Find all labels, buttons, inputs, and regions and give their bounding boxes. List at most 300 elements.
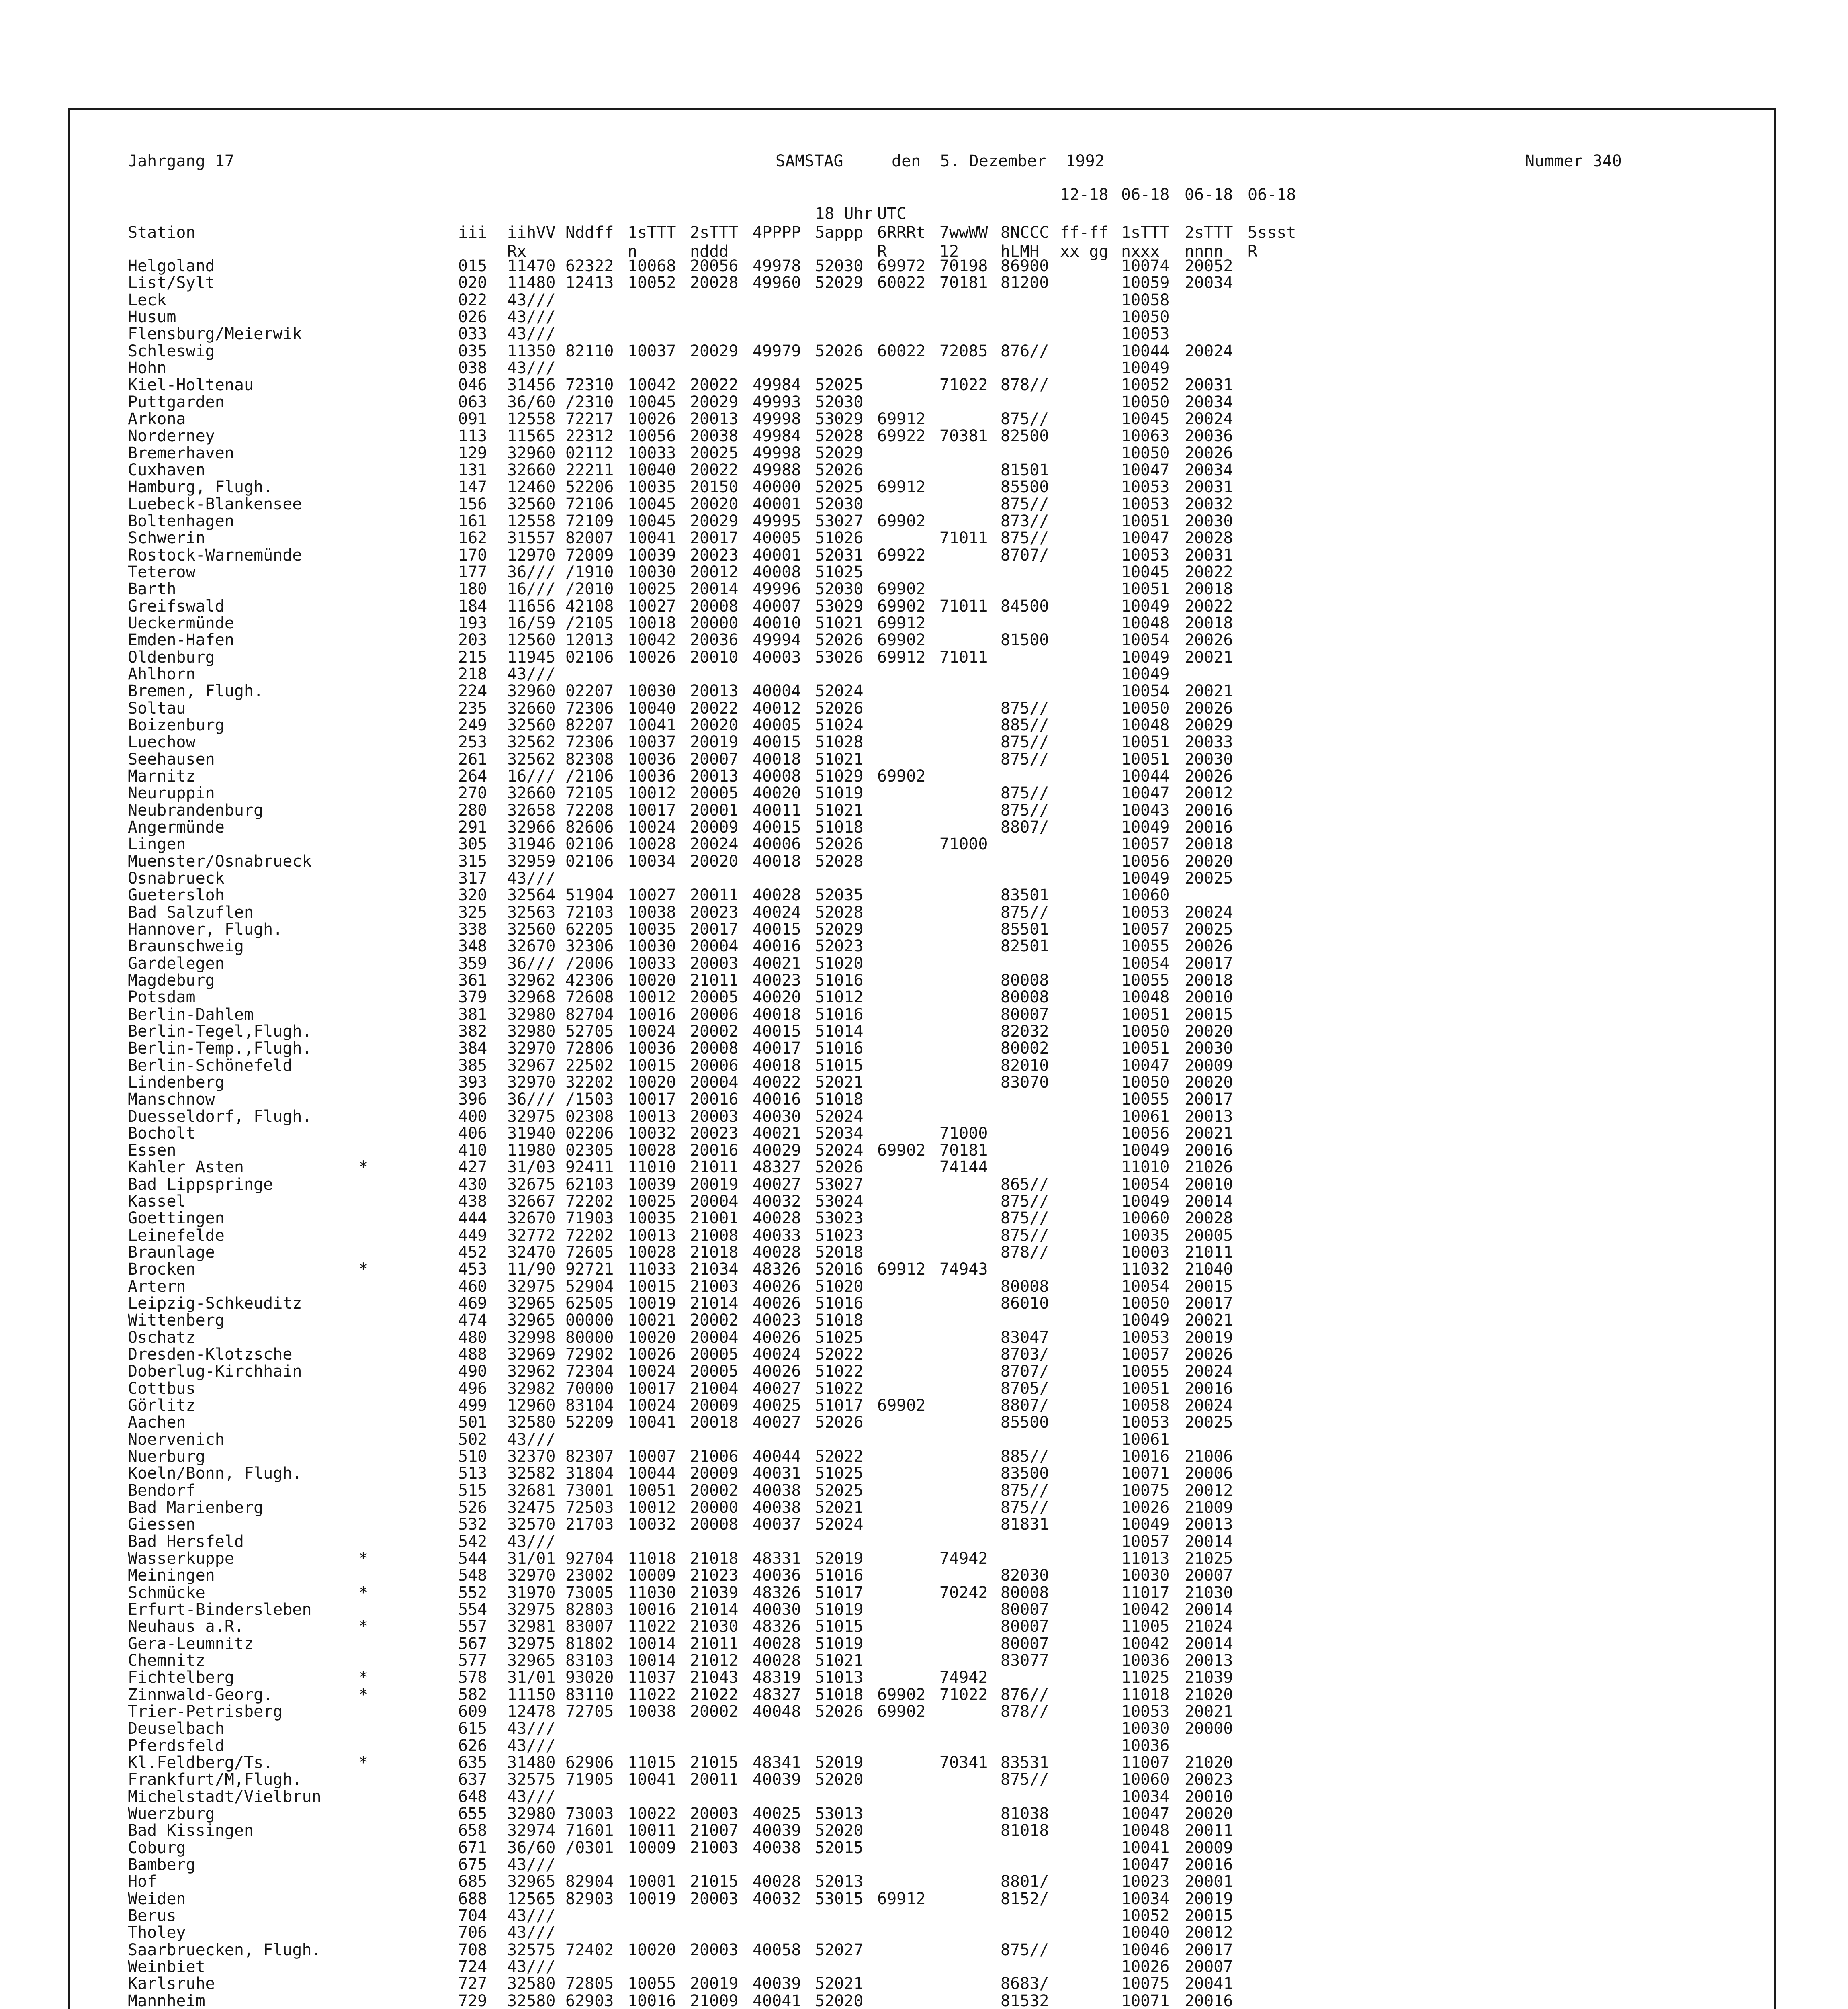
cell-2sttt-06-18: 20016 [1185,801,1233,820]
cell-5appp: 51019 [815,1600,864,1619]
cell-iihvv: 32982 [507,1379,556,1398]
cell-iihvv: 32962 [507,1362,556,1381]
cell-4pppp: 40015 [753,733,801,752]
cell-iii: 637 [458,1770,487,1789]
cell-4pppp: 40006 [753,835,801,854]
cell-nddff: 72106 [565,495,614,514]
column-header-4pppp: 4PPPP [753,223,801,242]
cell-5appp: 51022 [815,1362,864,1381]
cell-1sttt: 10012 [628,784,676,803]
cell-2sttt: 20005 [690,784,739,803]
cell-8nccc: 8705/ [1001,1379,1049,1398]
station-name: Hohn [128,358,167,377]
cell-1sttt-06-18: 10075 [1121,1481,1170,1500]
cell-iii: 577 [458,1651,487,1670]
cell-iii: 704 [458,1907,487,1925]
cell-1sttt: 10039 [628,1175,676,1194]
cell-iihvv: 31/01 [507,1668,556,1687]
cell-nddff: 93020 [565,1668,614,1687]
station-name: Boizenburg [128,716,225,734]
cell-iii: 400 [458,1107,487,1126]
cell-1sttt: 10026 [628,409,676,428]
cell-4pppp: 40028 [753,1634,801,1653]
cell-iii: 215 [458,648,487,667]
cell-2sttt-06-18: 20012 [1185,1923,1233,1942]
cell-1sttt-06-18: 10049 [1121,1141,1170,1160]
cell-iihvv: 32980 [507,1804,556,1823]
cell-1sttt: 10028 [628,1141,676,1160]
cell-iihvv: 16/59 [507,614,556,632]
cell-2sttt-06-18: 20021 [1185,1702,1233,1721]
cell-5appp: 51021 [815,614,864,632]
cell-1sttt-06-18: 10071 [1121,1464,1170,1483]
cell-iii: 063 [458,393,487,411]
cell-1sttt-06-18: 10034 [1121,1889,1170,1908]
cell-1sttt-06-18: 10063 [1121,427,1170,446]
cell-nddff: 72217 [565,409,614,428]
cell-5appp: 51016 [815,1566,864,1585]
cell-iii: 396 [458,1090,487,1109]
cell-2sttt: 21011 [690,1158,739,1177]
cell-1sttt-06-18: 11013 [1121,1549,1170,1568]
cell-nddff: 52904 [565,1277,614,1296]
cell-2sttt: 20008 [690,1039,739,1058]
cell-2sttt-06-18: 20026 [1185,699,1233,718]
cell-2sttt-06-18: 20014 [1185,1192,1233,1211]
cell-8nccc: 80007 [1001,1600,1049,1619]
cell-iihvv: 43/// [507,325,556,344]
cell-8nccc: 81501 [1001,460,1049,479]
column-header-nddff: Nddff [565,223,614,242]
cell-2sttt-06-18: 20052 [1185,257,1233,275]
cell-2sttt-06-18: 20015 [1185,1005,1233,1024]
cell-8nccc: 81038 [1001,1804,1049,1823]
cell-2sttt-06-18: 20021 [1185,1124,1233,1143]
cell-7wwww: 71011 [939,597,988,616]
cell-8nccc: 86010 [1001,1294,1049,1313]
cell-iii: 499 [458,1396,487,1415]
cell-1sttt-06-18: 10023 [1121,1872,1170,1891]
cell-iii: 203 [458,631,487,650]
cell-1sttt-06-18: 10055 [1121,1362,1170,1381]
cell-1sttt-06-18: 10056 [1121,852,1170,871]
cell-nddff: 72009 [565,546,614,565]
cell-2sttt-06-18: 20034 [1185,393,1233,411]
station-name: Bad Lippspringe [128,1175,273,1194]
station-name: Trier-Petrisberg [128,1702,283,1721]
cell-8nccc: 876// [1001,342,1049,360]
cell-8nccc: 83077 [1001,1651,1049,1670]
cell-5appp: 52020 [815,1821,864,1840]
cell-nddff: 82704 [565,1005,614,1024]
cell-iii: 452 [458,1243,487,1262]
cell-5appp: 52023 [815,937,864,956]
cell-6rrrt: 69902 [877,1685,926,1704]
cell-2sttt-06-18: 20029 [1185,716,1233,734]
cell-1sttt-06-18: 10050 [1121,1022,1170,1041]
cell-2sttt: 20003 [690,1889,739,1908]
cell-5appp: 51021 [815,801,864,820]
cell-8nccc: 83070 [1001,1073,1049,1092]
cell-1sttt-06-18: 10049 [1121,818,1170,837]
cell-iii: 156 [458,495,487,514]
cell-iihvv: 32562 [507,750,556,769]
cell-5appp: 51012 [815,988,864,1007]
cell-4pppp: 40039 [753,1770,801,1789]
cell-6rrrt: 69912 [877,1889,926,1908]
cell-iihvv: 12478 [507,1702,556,1721]
cell-nddff: 02206 [565,1124,614,1143]
cell-1sttt-06-18: 10056 [1121,1124,1170,1143]
cell-iii: 382 [458,1022,487,1041]
cell-5appp: 51013 [815,1668,864,1687]
station-name: Guetersloh [128,886,225,905]
cell-2sttt: 20016 [690,1141,739,1160]
cell-1sttt-06-18: 10051 [1121,750,1170,769]
cell-iii: 648 [458,1787,487,1806]
cell-5appp: 52030 [815,580,864,599]
cell-nddff: 72208 [565,801,614,820]
cell-1sttt-06-18: 10053 [1121,478,1170,497]
cell-2sttt-06-18: 20026 [1185,767,1233,786]
cell-4pppp: 40024 [753,1345,801,1364]
cell-8nccc: 8707/ [1001,1362,1049,1381]
cell-2sttt-06-18: 20018 [1185,835,1233,854]
cell-iii: 410 [458,1141,487,1160]
cell-iii: 453 [458,1260,487,1279]
cell-2sttt-06-18: 20020 [1185,1804,1233,1823]
station-name: Essen [128,1141,176,1160]
cell-5appp: 52025 [815,478,864,497]
column-header-5ssst: 06-18 [1248,186,1296,204]
cell-iihvv: 32962 [507,971,556,990]
cell-5appp: 53013 [815,1804,864,1823]
cell-1sttt: 10011 [628,1821,676,1840]
cell-nddff: 82308 [565,750,614,769]
cell-nddff: 82110 [565,342,614,360]
station-name: Bremen, Flugh. [128,682,264,701]
cell-nddff: 72202 [565,1226,614,1245]
cell-2sttt-06-18: 20023 [1185,1770,1233,1789]
cell-iii: 655 [458,1804,487,1823]
cell-1sttt-06-18: 10003 [1121,1243,1170,1262]
cell-nddff: 02112 [565,444,614,462]
cell-iii: 685 [458,1872,487,1891]
station-name: Leipzig-Schkeuditz [128,1294,302,1313]
cell-1sttt-06-18: 10047 [1121,460,1170,479]
cell-iihvv: 32562 [507,733,556,752]
station-name: Kassel [128,1192,186,1211]
cell-2sttt: 20023 [690,546,739,565]
cell-2sttt: 20002 [690,1022,739,1041]
cell-2sttt: 21003 [690,1277,739,1296]
cell-6rrrt: 69912 [877,648,926,667]
cell-2sttt: 20019 [690,733,739,752]
column-header-iihvv: iihVV [507,223,556,242]
cell-iihvv: 12558 [507,409,556,428]
cell-5appp: 51015 [815,1617,864,1636]
cell-nddff: 02207 [565,682,614,701]
cell-2sttt: 21022 [690,1685,739,1704]
cell-1sttt: 11022 [628,1685,676,1704]
cell-1sttt: 10033 [628,444,676,462]
cell-5appp: 51015 [815,1056,864,1075]
cell-4pppp: 49993 [753,393,801,411]
cell-4pppp: 48326 [753,1617,801,1636]
station-name: Magdeburg [128,971,215,990]
cell-iii: 184 [458,597,487,616]
cell-nddff: 32202 [565,1073,614,1092]
cell-7wwww: 71011 [939,648,988,667]
cell-2sttt: 21015 [690,1872,739,1891]
cell-2sttt-06-18: 21009 [1185,1498,1233,1517]
cell-1sttt: 10020 [628,1940,676,1959]
cell-2sttt-06-18: 21039 [1185,1668,1233,1687]
cell-nddff: 82903 [565,1889,614,1908]
cell-5appp: 51020 [815,1277,864,1296]
cell-2sttt-06-18: 20025 [1185,920,1233,939]
cell-2sttt: 20003 [690,1804,739,1823]
column-header-7wwww: 12 [939,242,959,261]
cell-1sttt: 10024 [628,1396,676,1415]
cell-2sttt-06-18: 20009 [1185,1056,1233,1075]
cell-1sttt-06-18: 10075 [1121,1974,1170,1993]
cell-nddff: 42108 [565,597,614,616]
station-name: Dresden-Klotzsche [128,1345,293,1364]
cell-8nccc: 875// [1001,784,1049,803]
cell-1sttt: 10068 [628,257,676,275]
cell-4pppp: 40023 [753,971,801,990]
cell-iihvv: 32580 [507,1991,556,2009]
cell-iihvv: 11565 [507,427,556,446]
cell-iii: 406 [458,1124,487,1143]
cell-8nccc: 876// [1001,1685,1049,1704]
cell-2sttt: 21003 [690,1838,739,1857]
station-name: Norderney [128,427,215,446]
cell-2sttt-06-18: 20030 [1185,1039,1233,1058]
cell-4pppp: 40011 [753,801,801,820]
cell-5appp: 52034 [815,1124,864,1143]
cell-4pppp: 40020 [753,784,801,803]
cell-8nccc: 84500 [1001,597,1049,616]
cell-5appp: 52028 [815,427,864,446]
cell-nddff: 72306 [565,733,614,752]
cell-1sttt-06-18: 11025 [1121,1668,1170,1687]
mountain-station-marker: * [358,1549,368,1568]
cell-1sttt-06-18: 10050 [1121,699,1170,718]
cell-2sttt-06-18: 20020 [1185,852,1233,871]
cell-2sttt: 20002 [690,1311,739,1330]
cell-1sttt: 10020 [628,971,676,990]
cell-iii: 544 [458,1549,487,1568]
cell-2sttt: 20005 [690,988,739,1007]
cell-iihvv: 43/// [507,665,556,683]
cell-8nccc: 875// [1001,1481,1049,1500]
cell-2sttt-06-18: 20021 [1185,1311,1233,1330]
cell-2sttt: 20025 [690,444,739,462]
cell-iihvv: 32660 [507,460,556,479]
cell-nddff: 02106 [565,648,614,667]
column-header-ff-ff: ff-ff [1060,223,1109,242]
cell-5appp: 51018 [815,818,864,837]
station-name: List/Sylt [128,274,215,293]
cell-iihvv: 43/// [507,869,556,888]
cell-1sttt-06-18: 10061 [1121,1430,1170,1449]
cell-5appp: 53027 [815,511,864,530]
cell-iii: 338 [458,920,487,939]
cell-4pppp: 40025 [753,1396,801,1415]
column-header-ff-ff: 12-18 [1060,186,1109,204]
cell-6rrrt: 69912 [877,614,926,632]
cell-5appp: 52024 [815,682,864,701]
cell-1sttt: 10036 [628,750,676,769]
cell-5appp: 52027 [815,1940,864,1959]
cell-1sttt-06-18: 10048 [1121,988,1170,1007]
cell-4pppp: 40018 [753,852,801,871]
cell-5appp: 52029 [815,444,864,462]
cell-2sttt-06-18: 20013 [1185,1651,1233,1670]
cell-1sttt: 11015 [628,1753,676,1772]
cell-nddff: 82207 [565,716,614,734]
cell-8nccc: 8707/ [1001,546,1049,565]
cell-4pppp: 40021 [753,954,801,973]
cell-iihvv: 12558 [507,511,556,530]
cell-nddff: /1503 [565,1090,614,1109]
cell-2sttt: 20056 [690,257,739,275]
cell-8nccc: 85501 [1001,920,1049,939]
station-name: Lingen [128,835,186,854]
cell-2sttt: 21015 [690,1753,739,1772]
mountain-station-marker: * [358,1685,368,1704]
cell-2sttt-06-18: 20018 [1185,971,1233,990]
cell-iihvv: 32959 [507,852,556,871]
cell-1sttt: 10007 [628,1447,676,1466]
cell-8nccc: 878// [1001,1243,1049,1262]
cell-2sttt-06-18: 20034 [1185,274,1233,293]
cell-iihvv: 31970 [507,1583,556,1602]
cell-iihvv: 32975 [507,1600,556,1619]
cell-nddff: 22312 [565,427,614,446]
cell-1sttt: 10041 [628,529,676,548]
cell-iii: 026 [458,307,487,326]
cell-iihvv: 32658 [507,801,556,820]
cell-1sttt: 10001 [628,1872,676,1891]
cell-1sttt: 10034 [628,852,676,871]
cell-iii: 609 [458,1702,487,1721]
cell-iii: 249 [458,716,487,734]
cell-iii: 022 [458,291,487,309]
cell-4pppp: 40008 [753,563,801,581]
cell-2sttt-06-18: 20026 [1185,937,1233,956]
cell-nddff: 62103 [565,1175,614,1194]
mountain-station-marker: * [358,1617,368,1636]
cell-2sttt-06-18: 20016 [1185,1991,1233,2009]
cell-2sttt-06-18: 21040 [1185,1260,1233,1279]
cell-2sttt: 20020 [690,716,739,734]
station-name: Michelstadt/Vielbrun [128,1787,321,1806]
cell-2sttt: 20019 [690,1974,739,1993]
station-name: Weinbiet [128,1958,205,1976]
cell-iii: 488 [458,1345,487,1364]
station-name: Soltau [128,699,186,718]
cell-2sttt-06-18: 20024 [1185,1396,1233,1415]
cell-nddff: /0301 [565,1838,614,1857]
cell-1sttt-06-18: 10074 [1121,257,1170,275]
cell-1sttt-06-18: 10049 [1121,358,1170,377]
cell-6rrrt: 69912 [877,1260,926,1279]
cell-2sttt-06-18: 20036 [1185,427,1233,446]
cell-iii: 147 [458,478,487,497]
cell-4pppp: 48326 [753,1583,801,1602]
station-name: Nuerburg [128,1447,205,1466]
cell-4pppp: 40007 [753,597,801,616]
column-header-1sttt: 1sTTT [628,223,676,242]
cell-2sttt: 20005 [690,1345,739,1364]
cell-1sttt-06-18: 10049 [1121,869,1170,888]
cell-2sttt-06-18: 21020 [1185,1753,1233,1772]
cell-2sttt-06-18: 20031 [1185,478,1233,497]
cell-2sttt-06-18: 21024 [1185,1617,1233,1636]
cell-2sttt-06-18: 20031 [1185,376,1233,395]
cell-5appp: 52026 [815,460,864,479]
column-header-iihvv: Rx [507,242,527,261]
cell-2sttt-06-18: 20010 [1185,1787,1233,1806]
cell-5appp: 51025 [815,563,864,581]
cell-5appp: 52026 [815,1158,864,1177]
cell-5appp: 53026 [815,648,864,667]
cell-1sttt: 10038 [628,903,676,922]
cell-4pppp: 49994 [753,631,801,650]
station-name: Barth [128,580,176,599]
cell-2sttt: 20016 [690,1090,739,1109]
cell-1sttt-06-18: 10051 [1121,580,1170,599]
cell-7wwww: 71000 [939,835,988,854]
cell-4pppp: 40017 [753,1039,801,1058]
cell-iihvv: 36/// [507,563,556,581]
cell-1sttt-06-18: 10049 [1121,1192,1170,1211]
station-name: Schwerin [128,529,205,548]
cell-nddff: 21703 [565,1515,614,1534]
cell-1sttt-06-18: 10050 [1121,393,1170,411]
cell-5appp: 52013 [815,1872,864,1891]
cell-4pppp: 40023 [753,1311,801,1330]
cell-4pppp: 40001 [753,546,801,565]
cell-1sttt-06-18: 10055 [1121,971,1170,990]
cell-nddff: 00000 [565,1311,614,1330]
cell-1sttt: 10024 [628,818,676,837]
cell-2sttt: 21039 [690,1583,739,1602]
cell-2sttt: 20029 [690,393,739,411]
cell-iii: 348 [458,937,487,956]
station-name: Aachen [128,1413,186,1432]
cell-6rrrt: 69912 [877,478,926,497]
cell-iii: 729 [458,1991,487,2009]
cell-8nccc: 8801/ [1001,1872,1049,1891]
cell-iihvv: 32580 [507,1974,556,1993]
cell-2sttt-06-18: 20015 [1185,1907,1233,1925]
cell-iii: 384 [458,1039,487,1058]
cell-1sttt: 10025 [628,1192,676,1211]
cell-1sttt-06-18: 10041 [1121,1838,1170,1857]
cell-iihvv: 11150 [507,1685,556,1704]
cell-4pppp: 49995 [753,511,801,530]
cell-5appp: 51021 [815,1651,864,1670]
cell-4pppp: 49979 [753,342,801,360]
cell-5appp: 51024 [815,716,864,734]
cell-2sttt-06-18: 21006 [1185,1447,1233,1466]
cell-iii: 129 [458,444,487,462]
cell-1sttt-06-18: 11017 [1121,1583,1170,1602]
